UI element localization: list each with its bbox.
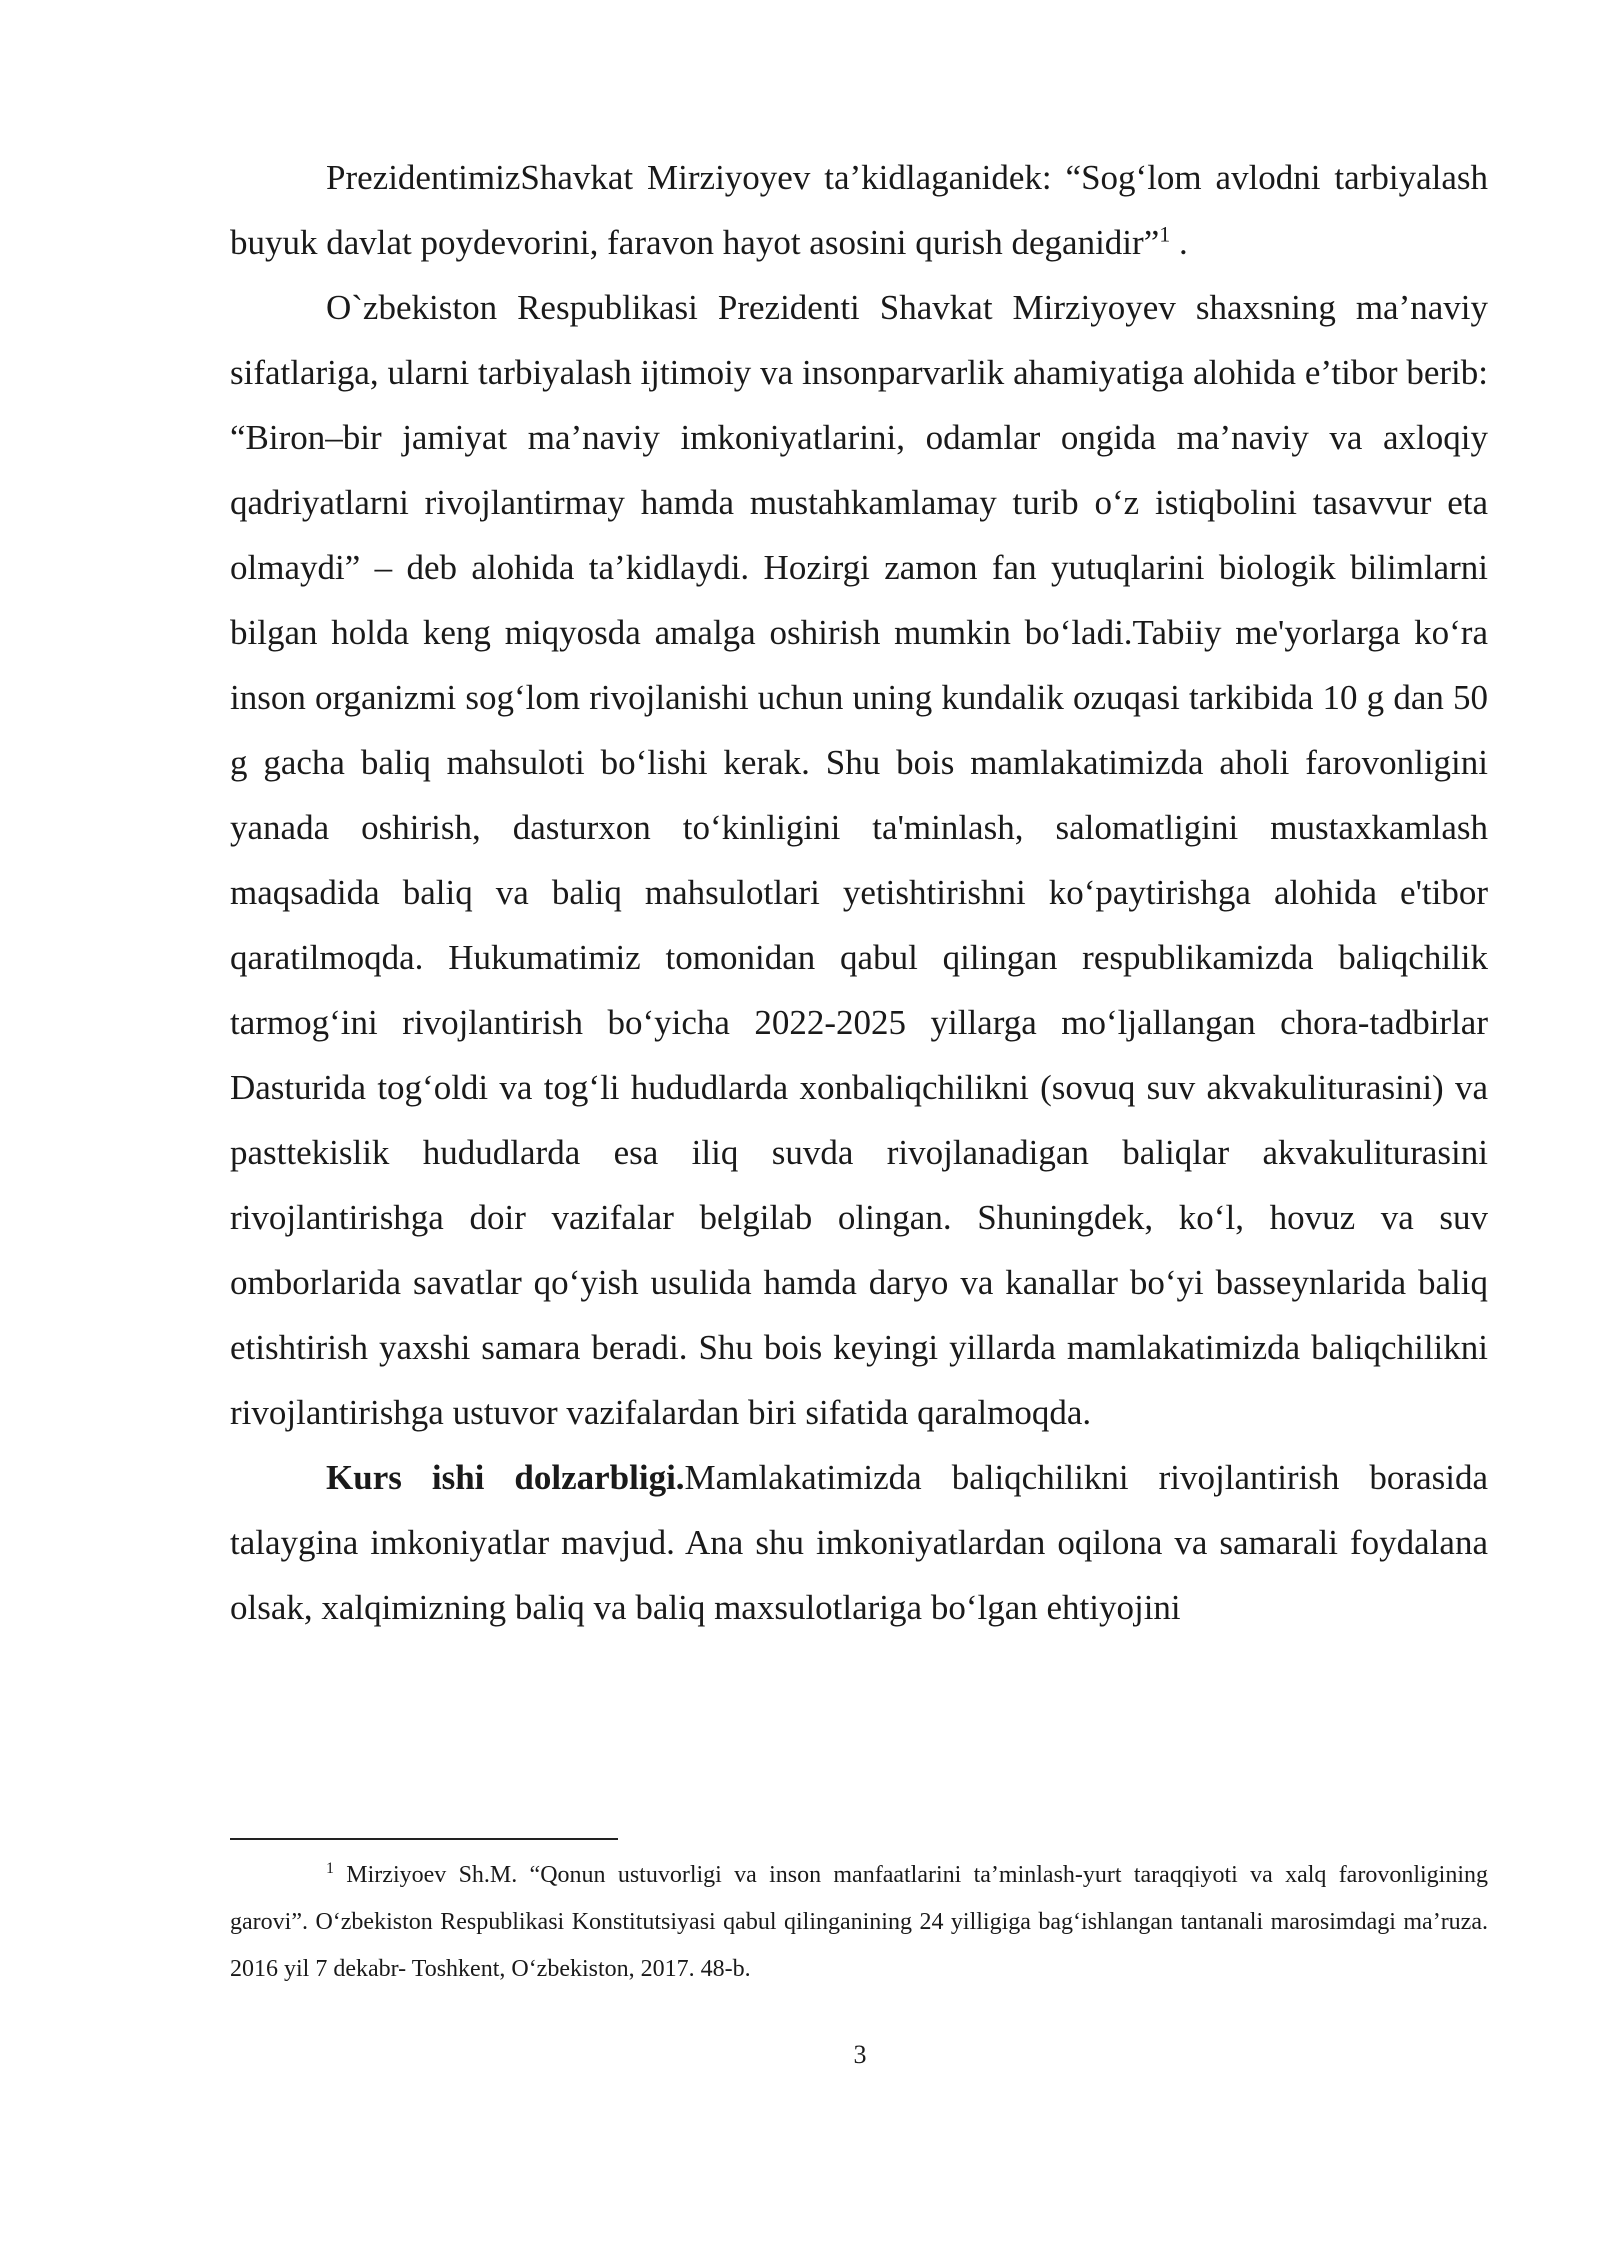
paragraph-tail: . bbox=[1170, 223, 1188, 262]
footnote-reference[interactable]: 1 bbox=[1159, 221, 1171, 247]
section-heading-inline: Kurs ishi dolzarbligi. bbox=[326, 1458, 685, 1497]
page-number: 3 bbox=[853, 2040, 867, 2069]
footnote bbox=[230, 1852, 1488, 1993]
footnote-text: Mirziyoev Sh.M. “Qonun ustuvorligi va inson manfaatlarini ta’minlash-yurt taraqqiyoti va xalq farovonligining garovi”. O‘zbekiston Respublikasi Konstitutsiyasi qabul qilinganining 24 yilligiga bag‘ishlangan tantanali marosimdagi ma’ruza. 2016 yil 7 dekabr- Toshkent, O‘zbekiston, 2017. 48-b. bbox=[230, 1862, 1488, 1982]
paragraph-text: PrezidentimizShavkat Mirziyoyev ta’kidlaganidek: “Sog‘lom avlodni tarbiyalash buyuk davlat poydevorini, faravon hayot asosini qurish deganidir” bbox=[230, 158, 1488, 262]
paragraph-text: O`zbekiston Respublikasi Prezidenti Shavkat Mirziyoyev shaxsning ma’naviy sifatlariga, ularni tarbiyalash ijtimoiy va insonparvarlik ahamiyatiga alohida e’tibor berib: “Biron–bir jamiyat ma’naviy imkoniyatlarini, odamlar ongida ma’naviy va axloqiy qadriyatlarni rivojlantirmay hamda mustahkamlamay turib o‘z istiqbolini tasavvur eta olmaydi” – deb alohida ta’kidlaydi. Hozirgi zamon fan yutuqlarini biologik bilimlarni bilgan holda keng miqyosda amalga oshirish mumkin bo‘ladi.Tabiiy me'yorlarga ko‘ra inson organizmi sog‘lom rivojlanishi uchun uning kundalik ozuqasi tarkibida 10 g dan 50 g gacha baliq mahsuloti bo‘lishi kerak. Shu bois mamlakatimizda aholi farovonligini yanada oshirish, dasturxon to‘kinligini ta'minlash, salomatligini mustaxkamlash maqsadida baliq va baliq mahsulotlari yetishtirishni ko‘paytirishga alohida e'tibor qaratilmoqda. Hukumatimiz tomonidan qabul qilingan respublikamizda baliqchilik tarmog‘ini rivojlantirish bo‘yicha 2022-2025 yillarga mo‘ljallangan chora-tadbirlar Dasturida tog‘oldi va tog‘li hududlarda xonbaliqchilikni (sovuq suv akvakuliturasini) va pasttekislik hududlarda esa iliq suvda rivojlanadigan baliqlar akvakuliturasini rivojlantirishga doir vazifalar belgilab olingan. Shuningdek, ko‘l, hovuz va suv omborlarida savatlar qo‘yish usulida hamda daryo va kanallar bo‘yi basseynlarida baliq etishtirish yaxshi samara beradi. Shu bois keyingi yillarda mamlakatimizda baliqchilikni rivojlantirishga ustuvor vazifalardan biri sifatida qaralmoqda. bbox=[230, 288, 1488, 1432]
paragraph-relevance bbox=[230, 1445, 1488, 1640]
footnote-mark: 1 bbox=[326, 1860, 334, 1877]
body-text bbox=[230, 145, 1488, 1640]
paragraph-text: Mamlakatimizda baliqchilikni rivojlantirish borasida talaygina imkoniyatlar mavjud. Ana shu imkoniyatlardan oqilona va samarali foydalana olsak, xalqimizning baliq va baliq maxsulotlariga bo‘lgan ehtiyojini bbox=[230, 1458, 1488, 1627]
paragraph-president-quote bbox=[230, 145, 1488, 275]
paragraph-main-body bbox=[230, 275, 1488, 1445]
footnote-separator bbox=[230, 1838, 618, 1840]
